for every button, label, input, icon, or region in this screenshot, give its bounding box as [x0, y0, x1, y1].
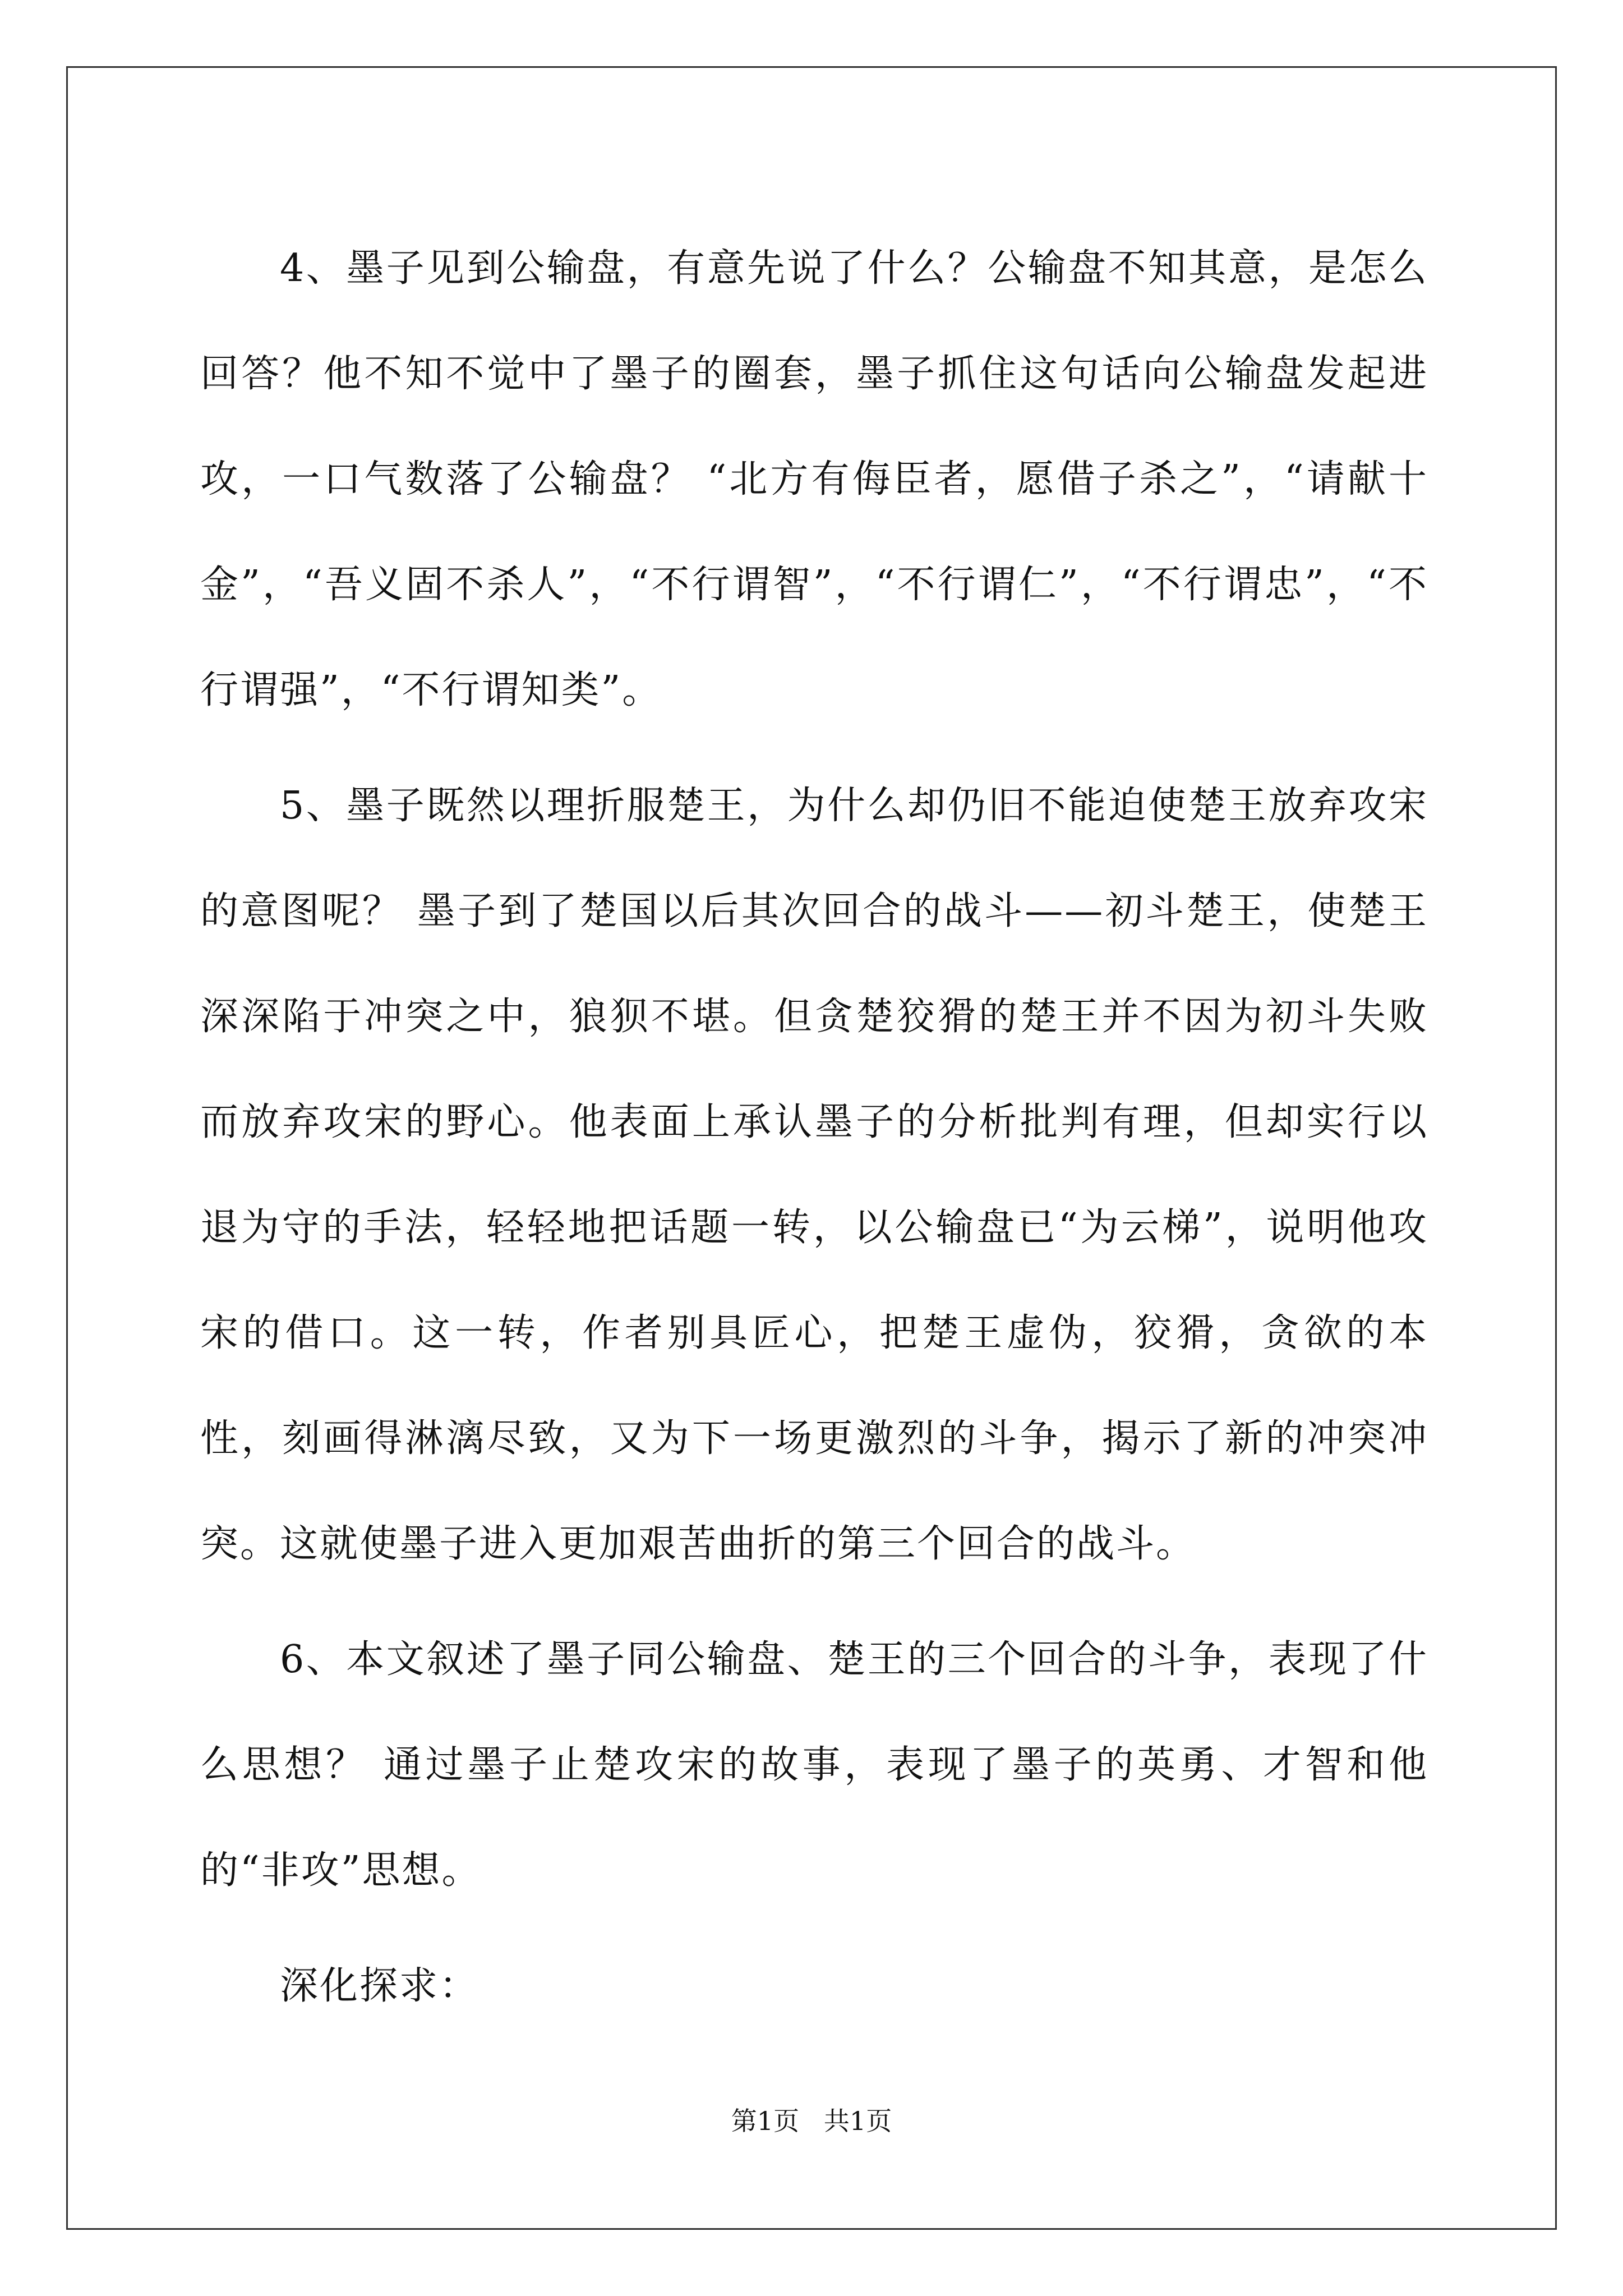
paragraph-question-4: 4、墨子见到公输盘，有意先说了什么？公输盘不知其意，是怎么回答？他不知不觉中了墨子的圈套，墨子抓住这句话向公输盘发起进攻，一口气数落了公输盘？ “北方有侮臣者，愿借子杀之”，“请献十金”，“吾义固不杀人”，“不行谓智”，“不行谓仁”，“不行谓忠”，“不行谓强”，“不行谓知类”。: [200, 246, 1428, 712]
document-body: [200, 216, 1428, 2049]
page-number-footer: 第1页 共1页: [731, 2106, 892, 2136]
section-heading: 深化探求：: [280, 1964, 479, 2008]
paragraph-question-6: 6、本文叙述了墨子同公输盘、楚王的三个回合的斗争，表现了什么思想？ 通过墨子止楚攻宋的故事，表现了墨子的英勇、才智和他的“非攻”思想。: [200, 1637, 1428, 1893]
paragraph-question-5: 5、墨子既然以理折服楚王，为什么却仍旧不能迫使楚王放弃攻宋的意图呢？ 墨子到了楚国以后其次回合的战斗——初斗楚王，使楚王深深陷于冲突之中，狼狈不堪。但贪楚狡猾的楚王并不因为初斗失败而放弃攻宋的野心。他表面上承认墨子的分析批判有理，但却实行以退为守的手法，轻轻地把话题一转，以公输盘已“为云梯”，说明他攻宋的借口。这一转，作者别具匠心，把楚王虚伪，狡猾，贪欲的本性，刻画得淋漓尽致，又为下一场更激烈的斗争，揭示了新的冲突冲突。这就使墨子进入更加艰苦曲折的第三个回合的战斗。: [200, 784, 1428, 1566]
